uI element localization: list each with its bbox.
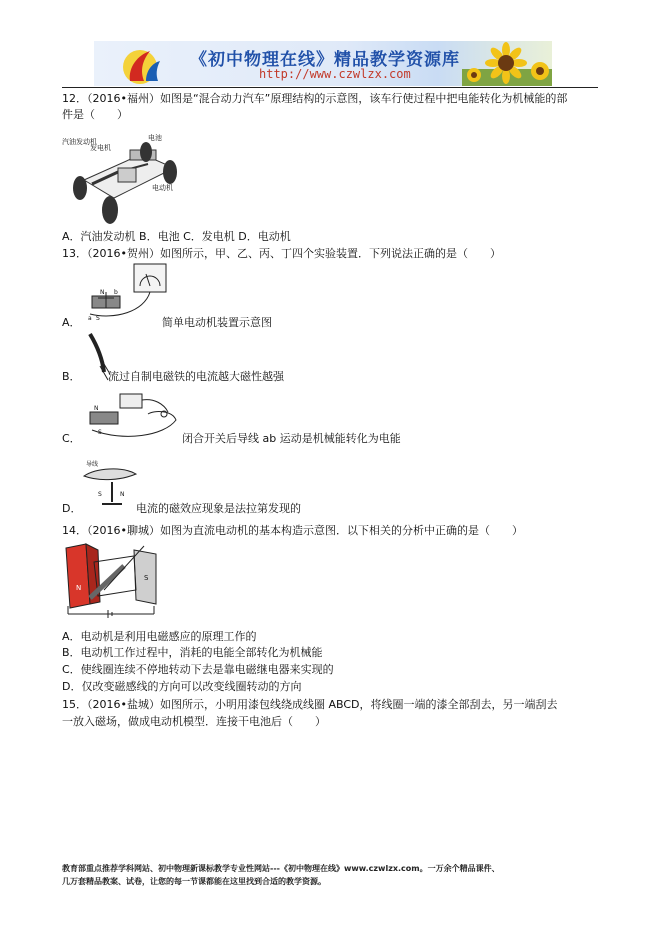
q12-stem-line1: 12．（2016•福州）如图是“混合动力汽车”原理结构的示意图，该车行使过程中把电能转化为机械能的部	[62, 92, 568, 105]
rear-left-wheel-icon	[102, 196, 118, 224]
q15-stem-line1: 15．（2016•盐城）如图所示，小明用漆包线绕成线圈 ABCD，将线圈一端的漆全部刮去，另一端刮去	[62, 698, 558, 711]
svg-text:S: S	[98, 491, 102, 498]
front-left-wheel-icon	[73, 176, 87, 200]
header-banner	[94, 41, 552, 86]
q13-opt-a-letter: A．	[62, 316, 81, 329]
q14-stem: 14．（2016•聊城）如图为直流电动机的基本构造示意图．以下相关的分析中正确的是（ ）	[62, 524, 523, 537]
q13-opt-b-text: 流过自制电磁铁的电流越大磁性越强	[108, 370, 284, 383]
q13-opt-c-text: 闭合开关后导线 ab 运动是机械能转化为电能	[182, 432, 401, 445]
header-rule	[62, 87, 598, 88]
footer-note	[62, 862, 500, 888]
svg-text:b: b	[114, 289, 118, 296]
footer-line-2: 几万套精品教案、试卷，让您的每一节课都能在这里找到合适的教学资源。	[62, 877, 326, 886]
svg-text:N: N	[94, 405, 99, 412]
svg-text:S: S	[144, 574, 149, 582]
q13-opt-c-letter: C．	[62, 432, 81, 445]
q13-figure-d	[82, 456, 142, 510]
svg-text:S: S	[98, 429, 102, 436]
label-battery: 电池	[148, 134, 162, 142]
hybrid-car-figure	[62, 128, 182, 228]
banner-title: 《初中物理在线》精品教学资源库	[190, 50, 460, 70]
label-motor: 电动机	[152, 184, 173, 192]
site-logo	[116, 41, 176, 86]
svg-text:N: N	[76, 584, 82, 592]
q13-stem: 13．（2016•贺州）如图所示，甲、乙、丙、丁四个实验装置．下列说法正确的是（ ）	[62, 247, 501, 260]
q14-opt-d: D．仅改变磁感线的方向可以改变线圈转动的方向	[62, 680, 302, 693]
q14-opt-c: C．使线圈连续不停地转动下去是靠电磁继电器来实现的	[62, 663, 334, 676]
label-engine: 汽油发动机	[62, 138, 97, 146]
svg-text:S: S	[96, 315, 100, 322]
rear-right-wheel-icon	[163, 160, 177, 184]
q15-stem-line2: 一放入磁场，做成电动机模型．连接干电池后（ ）	[62, 715, 326, 728]
q13-figure-a	[84, 262, 174, 324]
label-generator: 发电机	[90, 144, 111, 152]
q12-options: A．汽油发动机 B．电池 C．发电机 D．电动机	[62, 230, 291, 243]
sunflower-image	[462, 41, 552, 86]
q14-opt-a: A．电动机是利用电磁感应的原理工作的	[62, 630, 257, 643]
svg-text:a: a	[88, 315, 92, 322]
q13-opt-d-letter: D．	[62, 502, 82, 515]
q13-opt-b-letter: B．	[62, 370, 81, 383]
footer-line-1: 教育部重点推荐学科网站、初中物理新课标教学专业性网站---《初中物理在线》www.czwlzx.com。一万余个精品课件、	[62, 864, 500, 873]
q12-stem-line2: 件是（ ）	[62, 108, 128, 121]
q13-figure-c	[84, 390, 182, 442]
q13-opt-d-text: 电流的磁效应现象是法拉第发现的	[136, 502, 301, 515]
svg-text:N: N	[120, 491, 125, 498]
svg-text:N: N	[100, 289, 105, 296]
dc-motor-figure	[64, 540, 160, 622]
banner-url: http://www.czwlzx.com	[259, 67, 411, 81]
q14-opt-b: B．电动机工作过程中，消耗的电能全部转化为机械能	[62, 646, 323, 659]
svg-text:导线: 导线	[86, 461, 99, 468]
front-right-wheel-icon	[140, 142, 152, 162]
q13-opt-a-text: 简单电动机装置示意图	[162, 316, 272, 329]
